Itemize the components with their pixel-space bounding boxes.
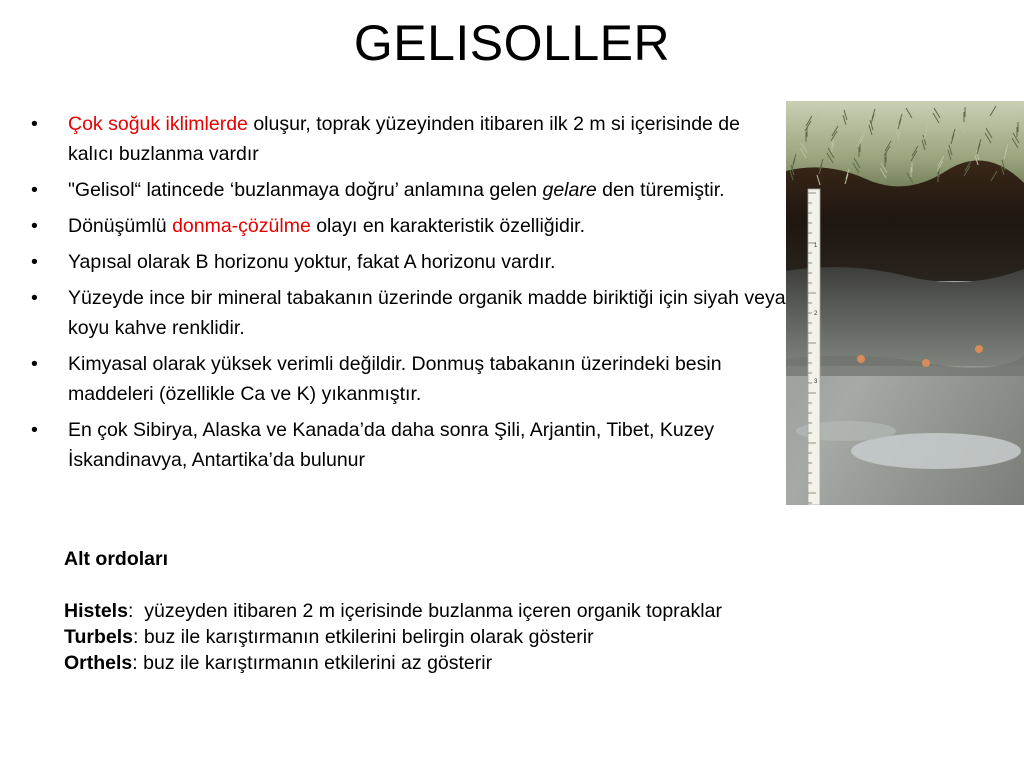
suborders-list [64,598,984,676]
suborders-heading: Alt ordoları [64,548,169,570]
bullet-text: den türemiştir. [596,179,725,201]
mineral-horizon [786,267,1024,366]
marker-pin [922,359,930,367]
bullet-text: Kimyasal olarak yüksek verimli değildir. Donmuş tabakanın üzerindeki besin maddeleri (özellikle Ca ve K) yıkanmıştır. [68,353,722,405]
bullet-item [28,283,788,343]
bullet-marker: • [31,215,38,237]
suborder-term: Orthels [64,652,133,674]
bullet-marker: • [31,251,38,273]
bullet-text: Yapısal olarak B horizonu yoktur, fakat A horizonu vardır. [68,251,556,273]
marker-pin [857,355,865,363]
suborder-description: buz ile karıştırmanın etkilerini az gösterir [143,652,493,674]
highlight-text: Çok soğuk iklimlerde [68,113,248,135]
bullet-item [28,109,788,169]
suborders-section [64,546,984,676]
bullet-text: olayı en karakteristik özelliğidir. [310,215,585,237]
bullet-text: Yüzeyde ince bir mineral tabakanın üzerinde organik madde biriktiği için siyah veya koyu kahve renklidir. [68,287,786,339]
suborder-separator: : [132,652,144,674]
bullet-item [28,349,788,409]
highlight-text: donma-çözülme [172,215,311,237]
suborder-separator: : [132,626,144,648]
bullet-marker: • [31,113,38,135]
bullet-marker: • [31,353,38,375]
suborder-description: yüzeyden itibaren 2 m içerisinde buzlanma içeren organik topraklar [144,600,722,622]
bullet-item [28,175,788,205]
soil-profile-illustration [786,101,1024,505]
bullet-marker: • [31,287,38,309]
bullet-text: oluşur, toprak yüzeyinden itibaren ilk 2 m si içerisinde de kalıcı buzlanma vardır [68,113,740,165]
measuring-stick [808,189,820,505]
bullet-text: En çok Sibirya, Alaska ve Kanada’da daha sonra Şili, Arjantin, Tibet, Kuzey İskandinavya, Antartika’da bulunur [68,419,715,471]
bullet-text: "Gelisol“ latincede ‘buzlanmaya doğru’ anlamına gelen [68,179,543,201]
bullet-text: Dönüşümlü [68,215,173,237]
suborder-row [64,650,984,676]
bullet-marker: • [31,179,38,201]
ruler-label: 3 [814,379,818,385]
suborder-description: buz ile karıştırmanın etkilerini belirgin olarak gösterir [143,626,594,648]
bullet-item [28,247,788,277]
suborder-row [64,598,984,624]
suborder-row [64,624,984,650]
bullet-list [28,109,788,481]
suborder-term: Turbels [64,626,133,648]
bullet-marker: • [31,419,38,441]
marker-pin [975,345,983,353]
italic-text: gelare [542,179,597,201]
slide-title: GELISOLLER [353,15,671,71]
ruler-label: 2 [814,311,818,317]
soil-profile-photo [786,101,1024,505]
suborder-term: Histels [64,600,128,622]
bullet-item [28,415,788,475]
bullet-item [28,211,788,241]
suborder-separator: : [127,600,145,622]
ruler-label: 1 [814,243,818,249]
